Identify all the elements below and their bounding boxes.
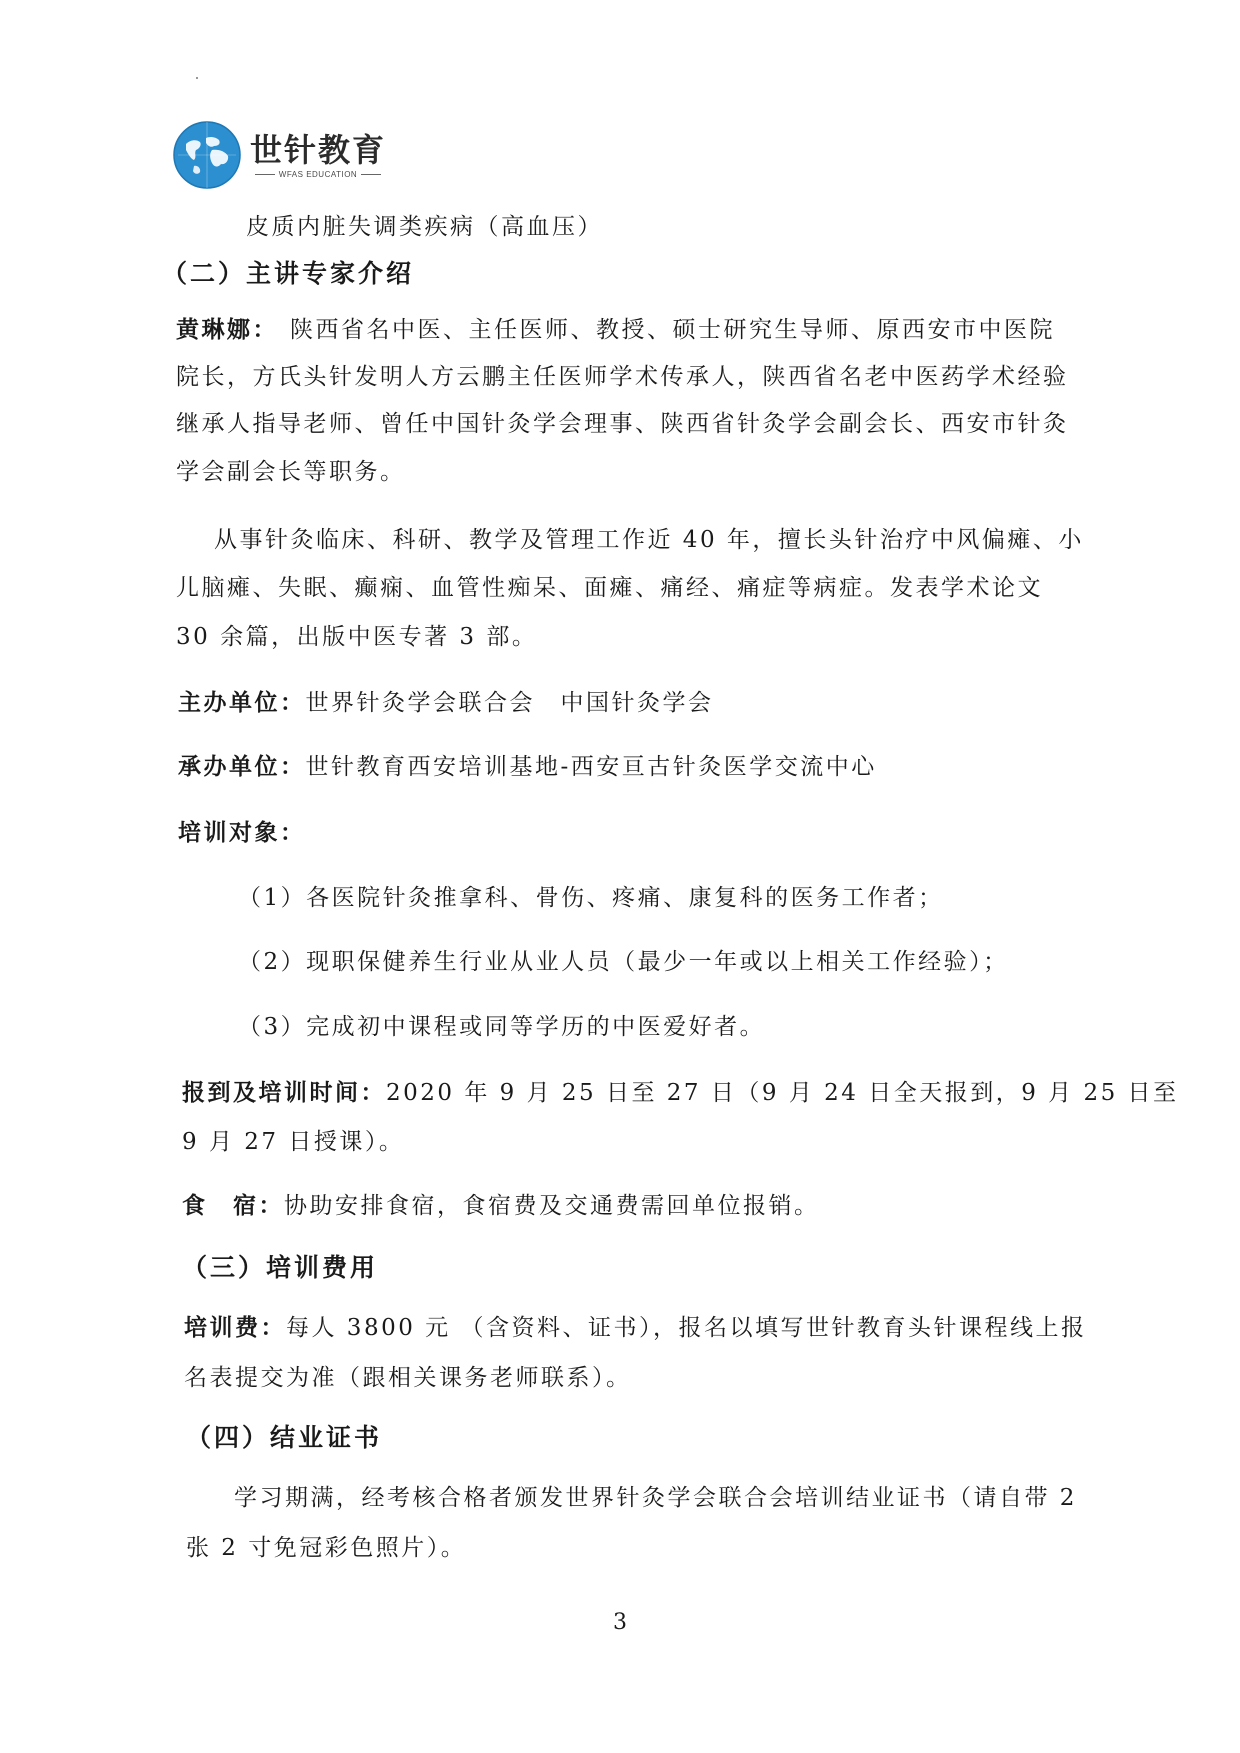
time-row-1	[182, 1078, 1179, 1108]
practice-line-1: 从事针灸临床、科研、教学及管理工作近 40 年，擅长头针治疗中风偏瘫、小	[214, 527, 1084, 553]
fee-label: 培训费：	[184, 1315, 286, 1341]
fee-row-2: 名表提交为准（跟相关课务老师联系）。	[184, 1365, 632, 1391]
host-label: 承办单位：	[178, 754, 306, 780]
audience-item-3: （3）完成初中课程或同等学历的中医爱好者。	[238, 1014, 766, 1040]
organizer-label: 主办单位：	[178, 690, 306, 716]
practice-line-2: 儿脑瘫、失眠、癫痫、血管性痴呆、面瘫、痛经、痛症等病症。发表学术论文	[176, 575, 1043, 601]
fee-row-1	[184, 1313, 1086, 1343]
time-row-2: 9 月 27 日授课）。	[182, 1129, 405, 1155]
audience-item-1: （1）各医院针灸推拿科、骨伤、疼痛、康复科的医务工作者；	[238, 885, 944, 911]
lodging-row	[182, 1191, 820, 1221]
lodging-label: 食 宿：	[182, 1193, 284, 1219]
expert-bio-line-2: 院长，方氏头针发明人方云鹏主任医师学术传承人，陕西省名老中医药学术经验	[176, 364, 1069, 390]
expert-name: 黄琳娜：	[176, 317, 278, 343]
audience-item-2: （2）现职保健养生行业从业人员（最少一年或以上相关工作经验）；	[238, 949, 1009, 975]
host-value: 世针教育西安培训基地-西安亘古针灸医学交流中心	[305, 754, 877, 780]
page-number: 3	[613, 1610, 627, 1635]
organizer-row	[178, 688, 714, 718]
practice-line-3: 30 余篇，出版中医专著 3 部。	[176, 624, 538, 650]
host-row	[178, 752, 877, 782]
expert-bio-line-3: 继承人指导老师、曾任中国针灸学会理事、陕西省针灸学会副会长、西安市针灸	[176, 411, 1069, 437]
section3-heading: （三）培训费用	[182, 1253, 379, 1282]
scan-speck	[196, 77, 198, 79]
cert-line-2: 张 2 寸免冠彩色照片）。	[186, 1535, 467, 1561]
section4-heading: （四）结业证书	[186, 1423, 383, 1452]
time-value-1: 2020 年 9 月 25 日至 27 日（9 月 24 日全天报到，9 月 25 日至	[386, 1080, 1179, 1106]
logo-title: 世针教育	[250, 130, 387, 169]
expert-bio-line-1	[176, 315, 1055, 345]
logo	[172, 120, 386, 190]
expert-bio-text-1: 陕西省名中医、主任医师、教授、硕士研究生导师、原西安市中医院	[290, 317, 1055, 343]
time-label: 报到及培训时间：	[182, 1080, 386, 1106]
organizer-value: 世界针灸学会联合会 中国针灸学会	[305, 690, 714, 716]
lodging-value: 协助安排食宿，食宿费及交通费需回单位报销。	[284, 1193, 820, 1219]
audience-label: 培训对象：	[178, 820, 306, 846]
logo-subtitle: WFAS EDUCATION	[251, 170, 385, 179]
fee-value-1: 每人 3800 元 （含资料、证书），报名以填写世针教育头针课程线上报	[286, 1315, 1087, 1341]
expert-bio-line-4: 学会副会长等职务。	[176, 459, 406, 485]
section2-heading: （二）主讲专家介绍	[162, 259, 415, 288]
cert-line-1: 学习期满，经考核合格者颁发世界针灸学会联合会培训结业证书（请自带 2	[234, 1485, 1077, 1511]
section1-tail: 皮质内脏失调类疾病（高血压）	[246, 214, 603, 240]
globe-icon	[172, 120, 242, 190]
